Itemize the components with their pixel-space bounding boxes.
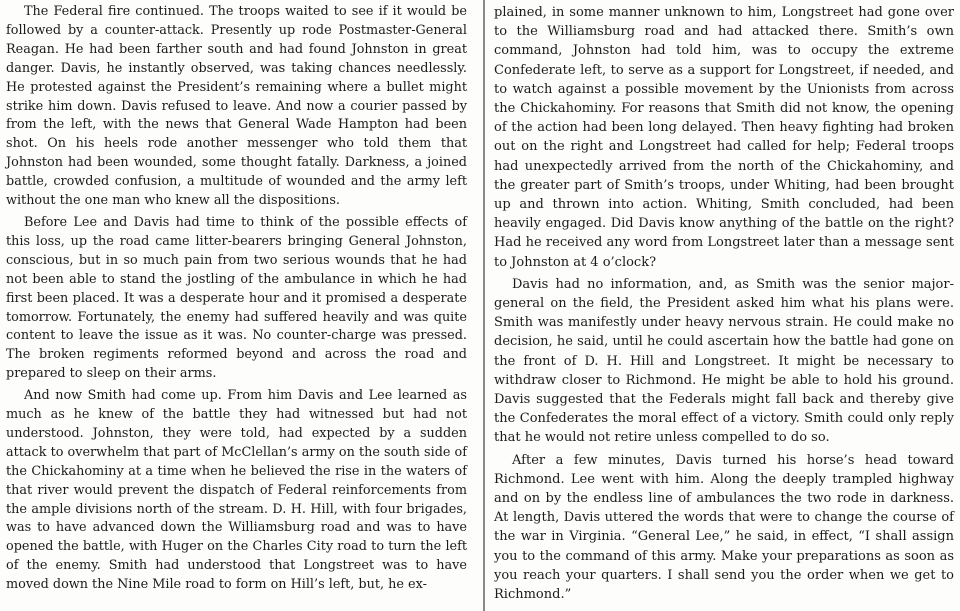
paragraph: Before Lee and Davis had time to think of the possible effects of this loss, up the road came litter-bearers bringing General Johnston, conscious, but in so much pain from two serious wounds that he had not been able to stand the jostling of the ambulance in which he had first been placed. It was a desperate hour and it promised a desperate tomorrow. Fortunately, the enemy had suffered heavily and was quite content to leave the issue as it was. No counter-charge was pressed. The broken regiments reformed beyond and across the road and prepared to sleep on their arms. — [6, 214, 467, 382]
right-text-column — [494, 3, 954, 607]
paragraph: And now Smith had come up. From him Davis and Lee learned as much as he knew of the battle they had witnessed but had not understood. Johnston, they were told, had expected by a sudden attack to overwhelm that part of McClellan’s army on the south side of the Chickahominy at a time when he believed the rise in the waters of that river would prevent the dispatch of Federal reinforcements from the ample divisions north of the stream. D. H. Hill, with four brigades, was to have advanced down the Williamsburg road and was to have opened the battle, with Huger on the Charles City road to turn the left of the enemy. Smith had understood that Longstreet was to have moved down the Nine Mile road to form on Hill’s left, but, he ex- — [6, 388, 467, 593]
left-text-column — [6, 3, 467, 598]
paragraph: Davis had no information, and, as Smith was the senior major-general on the field, the President asked him what his plans were. Smith was manifestly under heavy nervous strain. He could make no decision, he said, until he could ascertain how the battle had gone on the front of D. H. Hill and Longstreet. It might be necessary to withdraw closer to Richmond. He might be able to hold his ground. Davis suggested that the Federals might fall back and thereby give the Confederates the moral effect of a victory. Smith could only reply that he would not retire unless compelled to do so. — [494, 276, 954, 446]
column-divider — [483, 0, 485, 611]
paragraph: The Federal fire continued. The troops waited to see if it would be followed by a counter-attack. Presently up rode Postmaster-General Reagan. He had been farther south and had found Johnston in great danger. Davis, he instantly observed, was taking chances needlessly. He protested against the President’s remaining where a bullet might strike him down. Davis refused to leave. And now a courier passed by from the left, with the news that General Wade Hampton had been shot. On his heels rode another messenger who told them that Johnston had been wounded, some thought fatally. Darkness, a joined battle, crowded confusion, a multitude of wounded and the army left without the one man who knew all the dispositions. — [6, 4, 467, 209]
paragraph: After a few minutes, Davis turned his horse’s head toward Richmond. Lee went with him. Along the deeply trampled highway and on by the endless line of ambulances the two rode in darkness. At length, Davis uttered the words that were to change the course of the war in Virginia. “General Lee,” he said, in effect, “I shall assign you to the command of this army. Make your preparations as soon as you reach your quarters. I shall send you the order when we get to Richmond.” — [494, 452, 954, 603]
paragraph-continued: plained, in some manner unknown to him, Longstreet had gone over to the Williamsburg road and had attacked there. Smith’s own command, Johnston had told him, was to occupy the extreme Confederate left, to serve as a support for Longstreet, if needed, and to watch against a possible movement by the Unionists from across the Chickahominy. For reasons that Smith did not know, the opening of the action had been long delayed. Then heavy fighting had broken out on the right and Longstreet had called for help; Federal troops had unexpectedly arrived from the north of the Chickahominy, and the greater part of Smith’s troops, under Whiting, had been brought up and thrown into action. Whiting, Smith concluded, had been heavily engaged. Did Davis know anything of the battle on the right? Had he received any word from Longstreet later than a message sent to Johnston at 4 o’clock? — [494, 5, 954, 270]
